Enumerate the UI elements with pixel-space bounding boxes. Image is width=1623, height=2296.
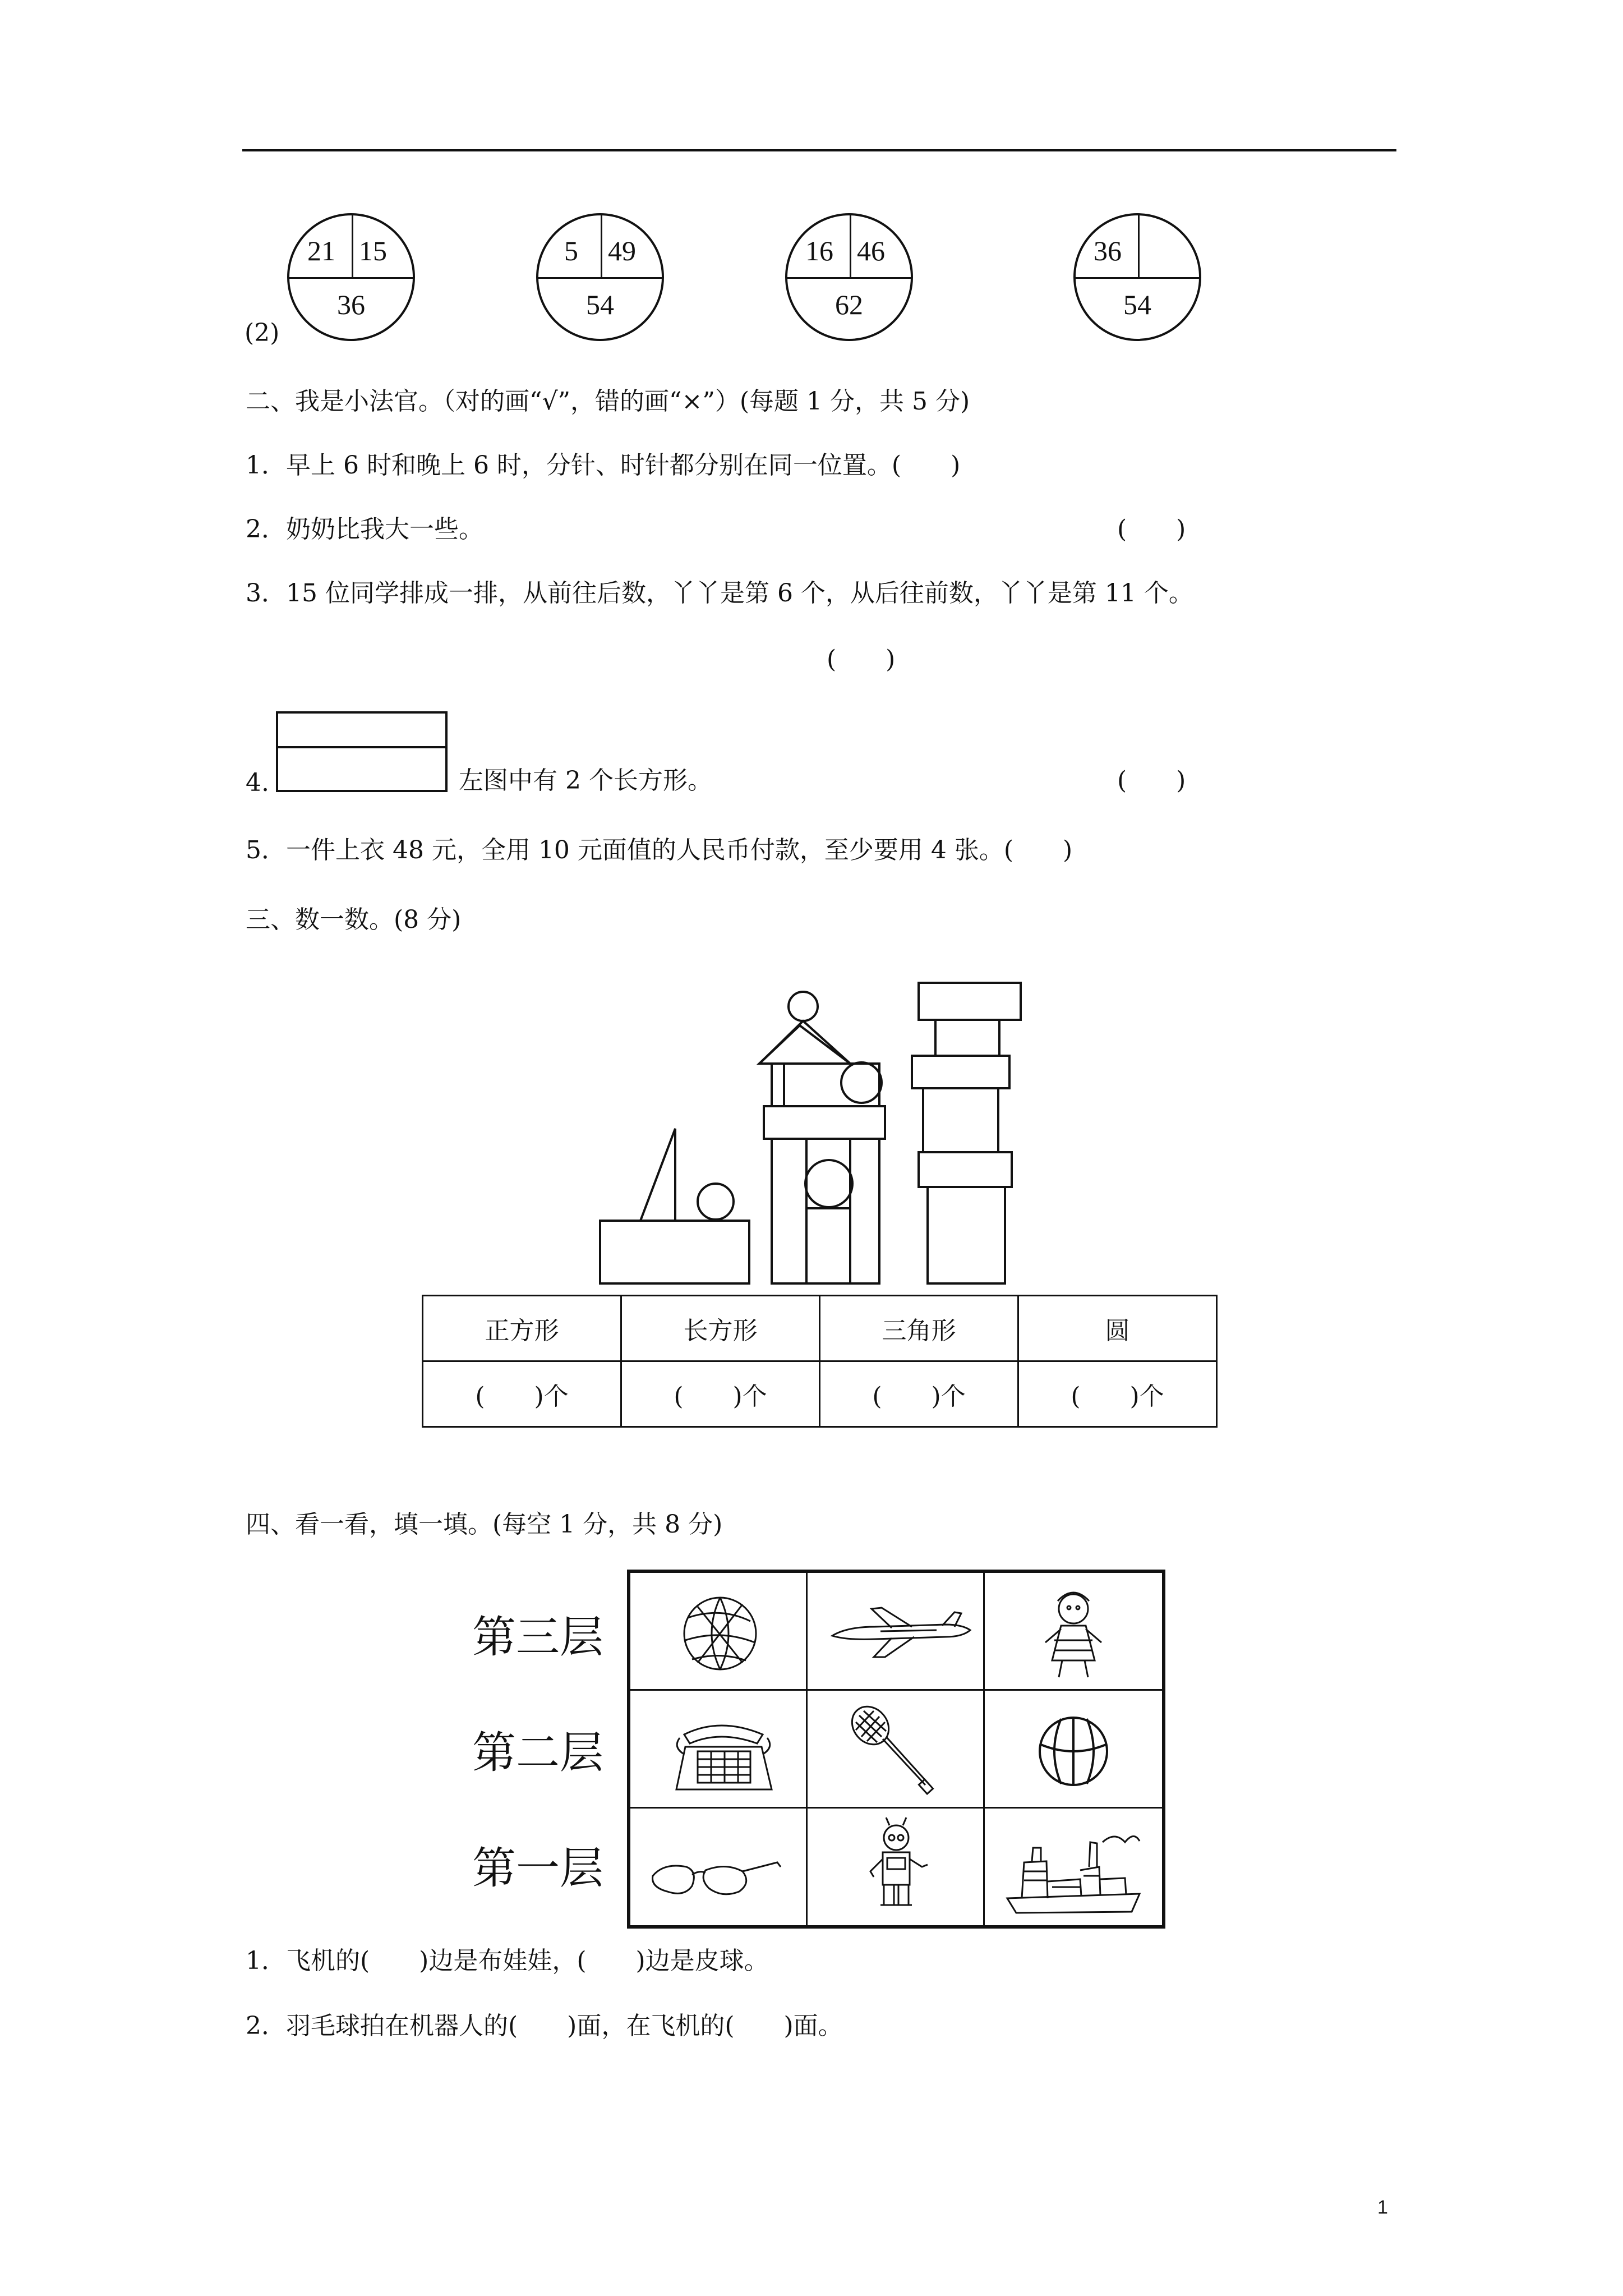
roof-triangle <box>759 1025 850 1064</box>
header-rectangle: 长方形 <box>621 1296 820 1361</box>
section-2-heading: 二、我是小法官。（对的画“√”，错的画“×”）(每题 1 分，共 5 分) <box>246 387 970 416</box>
shelf-cell-2-3 <box>985 1691 1162 1809</box>
circle-4-bottom: 54 <box>1123 289 1151 320</box>
circle-2-top-right: 49 <box>608 235 636 266</box>
number-circle-4 <box>1073 213 1201 341</box>
header-rule <box>242 149 1396 151</box>
answer-paren-2-3[interactable]: ( ) <box>827 645 896 674</box>
tower-middle-circle <box>805 1160 852 1207</box>
shelf-cell-1-1 <box>630 1809 808 1926</box>
number-circle-2 <box>536 213 664 341</box>
number-circle-3 <box>785 213 913 341</box>
right-column-upper <box>935 1020 999 1056</box>
question-4-2: 2．羽毛球拍在机器人的( )面，在飞机的( )面。 <box>246 2012 843 2040</box>
shelf-cell-2-2 <box>808 1691 985 1809</box>
question-2-1: 1．早上 6 时和晚上 6 时，分针、时针都分别在同一位置。( ) <box>246 451 961 480</box>
right-column-mid <box>923 1088 998 1152</box>
right-band-2 <box>919 1152 1012 1187</box>
circle-3-bottom: 62 <box>835 289 863 320</box>
stacked-blocks-figure <box>594 954 1054 1290</box>
circle-2-top-left: 5 <box>564 235 578 266</box>
number-circle-1 <box>287 213 415 341</box>
ball-icon <box>630 1573 808 1691</box>
circle-3-top-right: 46 <box>857 235 885 266</box>
left-triangle <box>640 1129 675 1221</box>
basketball-icon <box>985 1691 1162 1809</box>
glasses-icon <box>630 1809 808 1926</box>
badminton-racket-icon <box>808 1691 985 1809</box>
answer-paren-2-2[interactable]: ( ) <box>1117 515 1186 544</box>
shelf-grid <box>627 1570 1165 1929</box>
shape-count-table <box>422 1295 1218 1428</box>
shelf-cell-1-3 <box>985 1809 1162 1926</box>
question-2-5: 5．一件上衣 48 元，全用 10 元面值的人民币付款，至少要用 4 张。( ) <box>246 836 1073 864</box>
question-2-2: 2．奶奶比我大一些。 <box>246 515 483 544</box>
doll-icon <box>985 1573 1162 1691</box>
header-triangle: 三角形 <box>820 1296 1018 1361</box>
answer-square-count[interactable]: ( )个 <box>423 1361 621 1427</box>
right-top-rect <box>919 983 1021 1020</box>
circle-1-top-left: 21 <box>307 235 335 266</box>
tower-right-circle <box>841 1062 882 1103</box>
floor-label-2: 第二层 <box>472 1728 604 1778</box>
question-2-3: 3．15 位同学排成一排，从前往后数，丫丫是第 6 个，从后往前数，丫丫是第 11 个。 <box>246 579 1193 608</box>
circle-1-top-right: 15 <box>359 235 387 266</box>
circle-1-bottom: 36 <box>337 289 365 320</box>
floor-label-3: 第三层 <box>472 1612 604 1663</box>
right-band-1 <box>912 1056 1009 1088</box>
header-circle: 圆 <box>1018 1296 1217 1361</box>
right-column-lower <box>928 1187 1005 1283</box>
tower-band-rect <box>764 1106 885 1139</box>
left-base-rect <box>600 1221 749 1283</box>
ship-icon <box>985 1809 1162 1926</box>
robot-icon <box>808 1809 985 1926</box>
section-3-heading: 三、数一数。(8 分) <box>246 905 462 934</box>
shelf-cell-1-2 <box>808 1809 985 1926</box>
top-circle <box>789 992 818 1021</box>
header-square: 正方形 <box>423 1296 621 1361</box>
section-4-heading: 四、看一看，填一填。(每空 1 分，共 8 分) <box>246 1510 723 1539</box>
tower-upper-rect <box>772 1064 879 1106</box>
question-2-4: 左图中有 2 个长方形。 <box>459 766 712 795</box>
answer-triangle-count[interactable]: ( )个 <box>820 1361 1018 1427</box>
shelf-cell-3-3 <box>985 1573 1162 1691</box>
shelf-cell-3-2 <box>808 1573 985 1691</box>
circle-4-top-left: 36 <box>1094 235 1122 266</box>
answer-circle-count[interactable]: ( )个 <box>1018 1361 1217 1427</box>
page-number: 1 <box>1377 2197 1388 2218</box>
question-4-1: 1．飞机的( )边是布娃娃，( )边是皮球。 <box>246 1947 769 1975</box>
airplane-icon <box>808 1573 985 1691</box>
circle-3-top-left: 16 <box>805 235 833 266</box>
floor-label-1: 第一层 <box>472 1843 604 1894</box>
circle-2-bottom: 54 <box>586 289 614 320</box>
shelf-cell-2-1 <box>630 1691 808 1809</box>
answer-paren-2-4[interactable]: ( ) <box>1117 766 1186 795</box>
shelf-cell-3-1 <box>630 1573 808 1691</box>
question-2-4-number: 4. <box>246 769 269 797</box>
answer-rectangle-count[interactable]: ( )个 <box>621 1361 820 1427</box>
telephone-icon <box>630 1691 808 1809</box>
part-label: (2) <box>245 319 280 347</box>
two-rectangle-figure <box>276 711 449 795</box>
left-circle <box>698 1184 734 1220</box>
